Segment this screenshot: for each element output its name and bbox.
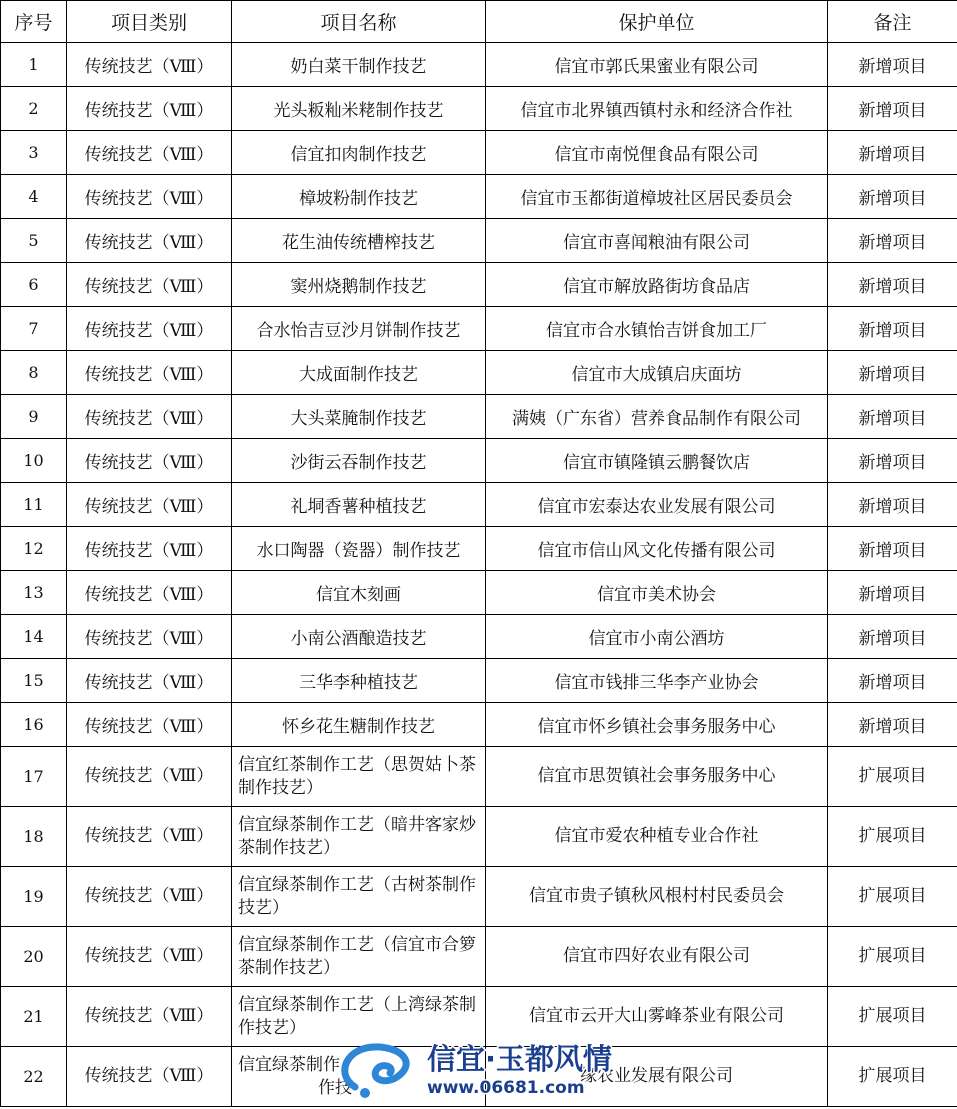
row-remarks: 新增项目 [828,659,957,703]
row-category: 传统技艺（Ⅷ） [67,987,232,1047]
header-serial: 序号 [1,1,67,43]
row-remarks: 扩展项目 [828,747,957,807]
row-project-name: 小南公酒酿造技艺 [232,615,486,659]
table-row [1,1047,957,1107]
row-protection-unit: 信宜市爱农种植专业合作社 [486,807,828,867]
row-category: 传统技艺（Ⅷ） [67,263,232,307]
row-protection-unit: 信宜市解放路街坊食品店 [486,263,828,307]
row-project-name: 信宜绿茶制作 作技 [232,1047,486,1107]
row-remarks: 扩展项目 [828,867,957,927]
row-protection-unit: 信宜市北界镇西镇村永和经济合作社 [486,87,828,131]
table-row [1,87,957,131]
row-serial: 16 [1,703,67,747]
row-protection-unit: 缘农业发展有限公司 [486,1047,828,1107]
row-serial: 5 [1,219,67,263]
header-protection-unit: 保护单位 [486,1,828,43]
row-category: 传统技艺（Ⅷ） [67,703,232,747]
row-project-name: 合水怡吉豆沙月饼制作技艺 [232,307,486,351]
row-project-name: 奶白菜干制作技艺 [232,43,486,87]
row-project-name: 信宜扣肉制作技艺 [232,131,486,175]
table-row [1,867,957,927]
row-project-name: 信宜绿茶制作工艺（暗井客家炒茶制作技艺） [232,807,486,867]
row-protection-unit: 信宜市宏泰达农业发展有限公司 [486,483,828,527]
row-project-name: 光头粄籼米粩制作技艺 [232,87,486,131]
row-protection-unit: 信宜市怀乡镇社会事务服务中心 [486,703,828,747]
table-row [1,395,957,439]
table-row [1,351,957,395]
row-serial: 20 [1,927,67,987]
table-row [1,807,957,867]
row-remarks: 新增项目 [828,439,957,483]
row-protection-unit: 信宜市小南公酒坊 [486,615,828,659]
row-serial: 12 [1,527,67,571]
header-remarks: 备注 [828,1,957,43]
table-row [1,263,957,307]
row-serial: 7 [1,307,67,351]
row-category: 传统技艺（Ⅷ） [67,807,232,867]
table-row [1,175,957,219]
row-protection-unit: 信宜市合水镇怡吉饼食加工厂 [486,307,828,351]
row-category: 传统技艺（Ⅷ） [67,527,232,571]
row-category: 传统技艺（Ⅷ） [67,87,232,131]
row-remarks: 扩展项目 [828,927,957,987]
row-serial: 13 [1,571,67,615]
row-protection-unit: 信宜市思贺镇社会事务服务中心 [486,747,828,807]
row-category: 传统技艺（Ⅷ） [67,395,232,439]
row-protection-unit: 信宜市玉都街道樟坡社区居民委员会 [486,175,828,219]
row-project-name: 怀乡花生糖制作技艺 [232,703,486,747]
row-protection-unit: 信宜市贵子镇秋风根村村民委员会 [486,867,828,927]
row-category: 传统技艺（Ⅷ） [67,747,232,807]
table-row [1,659,957,703]
row-remarks: 新增项目 [828,703,957,747]
row-remarks: 新增项目 [828,307,957,351]
row-project-name: 水口陶器（瓷器）制作技艺 [232,527,486,571]
table-row [1,439,957,483]
row-remarks: 新增项目 [828,175,957,219]
row-remarks: 新增项目 [828,615,957,659]
row-category: 传统技艺（Ⅷ） [67,175,232,219]
table-row [1,219,957,263]
row-project-name: 信宜木刻画 [232,571,486,615]
row-category: 传统技艺（Ⅷ） [67,43,232,87]
row-category: 传统技艺（Ⅷ） [67,439,232,483]
row-remarks: 新增项目 [828,87,957,131]
row-remarks: 扩展项目 [828,987,957,1047]
table-row [1,927,957,987]
row-serial: 19 [1,867,67,927]
row-category: 传统技艺（Ⅷ） [67,927,232,987]
watermark-url: www.06681.com [427,1078,585,1098]
row-serial: 15 [1,659,67,703]
row-project-name: 信宜绿茶制作工艺（古树茶制作技艺） [232,867,486,927]
row-category: 传统技艺（Ⅷ） [67,571,232,615]
row-serial: 3 [1,131,67,175]
row-category: 传统技艺（Ⅷ） [67,131,232,175]
row-serial: 22 [1,1047,67,1107]
row-remarks: 新增项目 [828,263,957,307]
row-project-name-line2: 作技 [318,1077,352,1098]
row-protection-unit: 信宜市喜闻粮油有限公司 [486,219,828,263]
row-serial: 9 [1,395,67,439]
row-category: 传统技艺（Ⅷ） [67,867,232,927]
row-serial: 6 [1,263,67,307]
row-project-name: 礼垌香薯种植技艺 [232,483,486,527]
row-remarks: 新增项目 [828,483,957,527]
row-remarks: 新增项目 [828,527,957,571]
row-serial: 18 [1,807,67,867]
table-row [1,571,957,615]
row-serial: 8 [1,351,67,395]
row-protection-unit: 信宜市钱排三华李产业协会 [486,659,828,703]
row-project-name: 大头菜腌制作技艺 [232,395,486,439]
row-protection-unit: 信宜市镇隆镇云鹏餐饮店 [486,439,828,483]
table-row [1,483,957,527]
table-row [1,747,957,807]
row-serial: 10 [1,439,67,483]
row-protection-unit: 信宜市信山风文化传播有限公司 [486,527,828,571]
table-row [1,131,957,175]
row-remarks: 新增项目 [828,395,957,439]
row-serial: 1 [1,43,67,87]
row-project-name: 三华李种植技艺 [232,659,486,703]
row-category: 传统技艺（Ⅷ） [67,483,232,527]
row-project-name: 窦州烧鹅制作技艺 [232,263,486,307]
table-row [1,307,957,351]
row-project-name: 信宜绿茶制作工艺（信宜市合箩茶制作技艺） [232,927,486,987]
watermark-title: 信宜·玉都风情 [427,1042,613,1076]
row-category: 传统技艺（Ⅷ） [67,351,232,395]
row-project-name: 樟坡粉制作技艺 [232,175,486,219]
table-row [1,703,957,747]
row-remarks: 新增项目 [828,131,957,175]
table-row [1,527,957,571]
row-serial: 21 [1,987,67,1047]
table-header-row [1,1,957,43]
row-serial: 2 [1,87,67,131]
row-serial: 14 [1,615,67,659]
row-protection-unit: 信宜市大成镇启庆面坊 [486,351,828,395]
row-protection-unit: 信宜市郭氏果蜜业有限公司 [486,43,828,87]
row-protection-unit: 信宜市四好农业有限公司 [486,927,828,987]
row-protection-unit: 信宜市南悦俚食品有限公司 [486,131,828,175]
row-project-name: 沙街云吞制作技艺 [232,439,486,483]
table-row [1,615,957,659]
row-remarks: 新增项目 [828,219,957,263]
table-row [1,987,957,1047]
row-remarks: 新增项目 [828,571,957,615]
row-serial: 17 [1,747,67,807]
row-category: 传统技艺（Ⅷ） [67,1047,232,1107]
row-project-name: 花生油传统槽榨技艺 [232,219,486,263]
row-project-name: 信宜红茶制作工艺（思贺姑卜茶制作技艺） [232,747,486,807]
row-remarks: 扩展项目 [828,1047,957,1107]
row-project-name: 信宜绿茶制作工艺（上湾绿茶制作技艺） [232,987,486,1047]
row-project-name: 大成面制作技艺 [232,351,486,395]
row-category: 传统技艺（Ⅷ） [67,219,232,263]
row-protection-unit: 满姨（广东省）营养食品制作有限公司 [486,395,828,439]
row-remarks: 扩展项目 [828,807,957,867]
row-category: 传统技艺（Ⅷ） [67,659,232,703]
row-category: 传统技艺（Ⅷ） [67,307,232,351]
header-project-name: 项目名称 [232,1,486,43]
row-protection-unit: 信宜市美术协会 [486,571,828,615]
row-serial: 11 [1,483,67,527]
row-remarks: 新增项目 [828,43,957,87]
table-row [1,43,957,87]
row-serial: 4 [1,175,67,219]
row-category: 传统技艺（Ⅷ） [67,615,232,659]
row-remarks: 新增项目 [828,351,957,395]
row-protection-unit: 信宜市云开大山雾峰茶业有限公司 [486,987,828,1047]
header-category: 项目类别 [67,1,232,43]
